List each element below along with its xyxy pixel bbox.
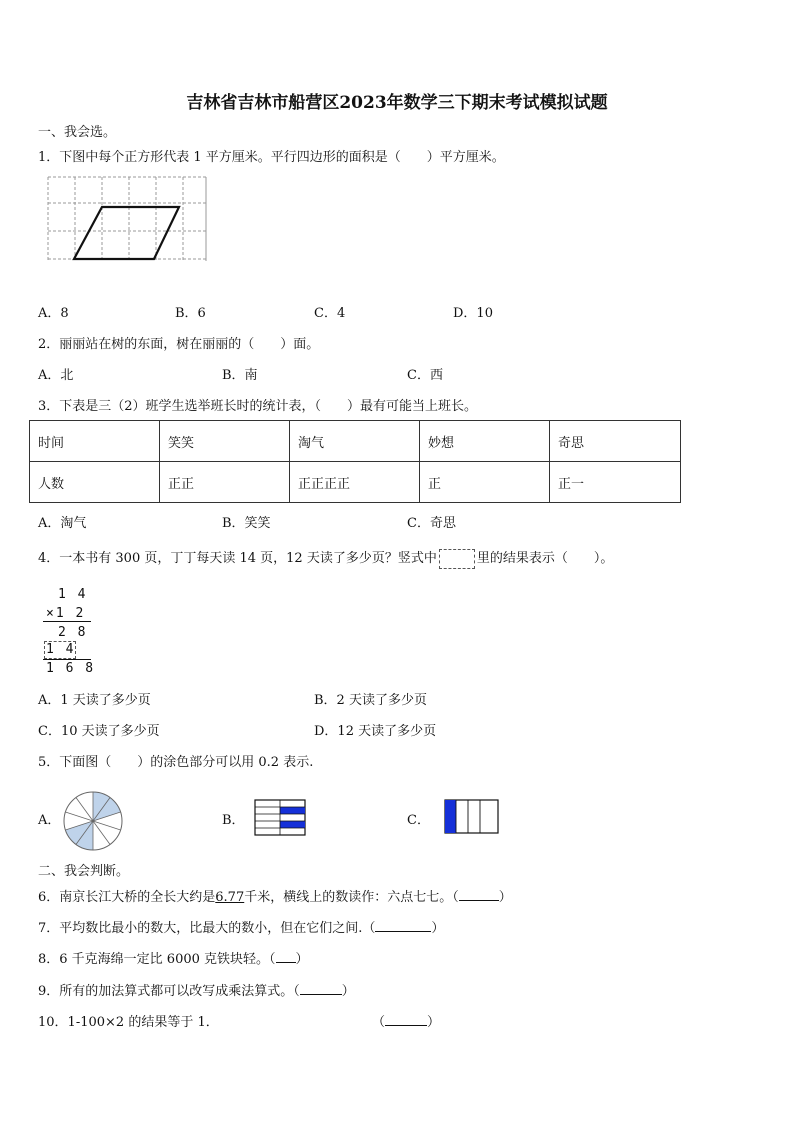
answer-blank[interactable] (385, 1015, 427, 1026)
table-cell: 正 (420, 462, 550, 503)
vote-stats-table (29, 420, 681, 503)
question-4 (38, 547, 613, 569)
calc-rule (43, 621, 91, 622)
q8-paren-close: ） (295, 952, 309, 967)
dashed-box-marker (439, 549, 475, 569)
q3-option-c[interactable]: C．奇思 (407, 516, 456, 531)
parallelogram-grid-figure (44, 175, 208, 263)
q4-text-a: 4．一本书有 300 页，丁丁每天读 14 页，12 天读了多少页？竖式中 (38, 551, 437, 566)
question-2: 2．丽丽站在树的东面，树在丽丽的（ ）面。 (38, 337, 320, 352)
q10-paren-open: （ (372, 1015, 386, 1030)
q1-option-b[interactable]: B．6 (175, 306, 206, 321)
q1-option-a[interactable]: A．8 (38, 306, 69, 321)
q2-option-a[interactable]: A．北 (38, 368, 74, 383)
calc-rule (43, 659, 91, 660)
q5-option-b[interactable]: B． (222, 813, 245, 828)
table-cell: 淘气 (290, 421, 420, 462)
q4-option-a[interactable]: A．1 天读了多少页 (38, 693, 151, 708)
table-cell: 正正正正 (290, 462, 420, 503)
table-cell: 笑笑 (160, 421, 290, 462)
answer-blank[interactable] (375, 921, 431, 932)
q7-paren-close: ） (431, 921, 445, 936)
question-3: 3．下表是三（2）班学生选举班长时的统计表，（ ）最有可能当上班长。 (38, 399, 478, 414)
q5-option-c[interactable]: C． (407, 813, 430, 828)
q3-option-a[interactable]: A．淘气 (38, 516, 87, 531)
q1-option-c[interactable]: C．4 (314, 306, 346, 321)
table-cell: 妙想 (420, 421, 550, 462)
circle-figure-a (62, 790, 124, 852)
q4-option-c[interactable]: C．10 天读了多少页 (38, 724, 160, 739)
table-row (30, 421, 681, 462)
question-6 (38, 886, 512, 905)
q10-paren-close: ） (427, 1015, 441, 1030)
rectangle-figure-c (444, 799, 500, 835)
q2-option-c[interactable]: C．西 (407, 368, 443, 383)
calc-line: 2 8 (58, 625, 88, 640)
q9-paren-close: ） (341, 984, 355, 999)
q2-option-b[interactable]: B．南 (222, 368, 258, 383)
q7-text: 7．平均数比最小的数大，比最大的数小，但在它们之间.（ (38, 921, 376, 936)
table-cell: 奇思 (550, 421, 681, 462)
table-cell: 正正 (160, 462, 290, 503)
calc-line: 1 4 (46, 642, 76, 657)
q6-text: 6．南京长江大桥的全长大约是 (38, 890, 216, 905)
rectangle-figure-b (254, 799, 306, 837)
q10-answer-paren (372, 1011, 440, 1030)
q4-text-b: 里的结果表示（ ）。 (476, 551, 614, 566)
section-1-heading: 一、我会选。 (38, 125, 117, 140)
q9-text: 9．所有的加法算式都可以改写成乘法算式。（ (38, 984, 300, 999)
question-9 (38, 980, 355, 999)
table-cell: 人数 (30, 462, 160, 503)
q6-text-post: 千米，横线上的数读作：六点七七。（ (244, 890, 459, 905)
answer-blank[interactable] (459, 890, 499, 901)
q6-paren-close: ） (498, 890, 512, 905)
calc-line: 1 6 8 (46, 661, 96, 676)
q1-option-d[interactable]: D．10 (453, 306, 493, 321)
table-cell: 时间 (30, 421, 160, 462)
calc-line: 1 4 (58, 587, 88, 602)
q3-option-b[interactable]: B．笑笑 (222, 516, 271, 531)
answer-blank[interactable] (276, 952, 296, 963)
q5-option-a[interactable]: A． (38, 813, 61, 828)
section-2-heading: 二、我会判断。 (38, 864, 130, 879)
q8-text: 8．6 千克海绵一定比 6000 克铁块轻。（ (38, 952, 276, 967)
calc-line: ×1 2 (46, 606, 86, 621)
question-10: 10．1-100×2 的结果等于 1． (38, 1015, 219, 1030)
page-title: 吉林省吉林市船营区2023年数学三下期末考试模拟试题 (186, 93, 608, 113)
answer-blank[interactable] (300, 984, 342, 995)
question-1: 1．下图中每个正方形代表 1 平方厘米。平行四边形的面积是（ ）平方厘米。 (38, 150, 505, 165)
table-cell: 正一 (550, 462, 681, 503)
parallelogram-shape (74, 207, 179, 259)
question-8 (38, 948, 309, 967)
q4-option-d[interactable]: D．12 天读了多少页 (314, 724, 437, 739)
table-row (30, 462, 681, 503)
q4-option-b[interactable]: B．2 天读了多少页 (314, 693, 427, 708)
question-7 (38, 917, 444, 936)
question-5: 5．下面图（ ）的涂色部分可以用 0.2 表示. (38, 755, 314, 770)
q6-underlined-number: 6.77 (215, 890, 245, 905)
